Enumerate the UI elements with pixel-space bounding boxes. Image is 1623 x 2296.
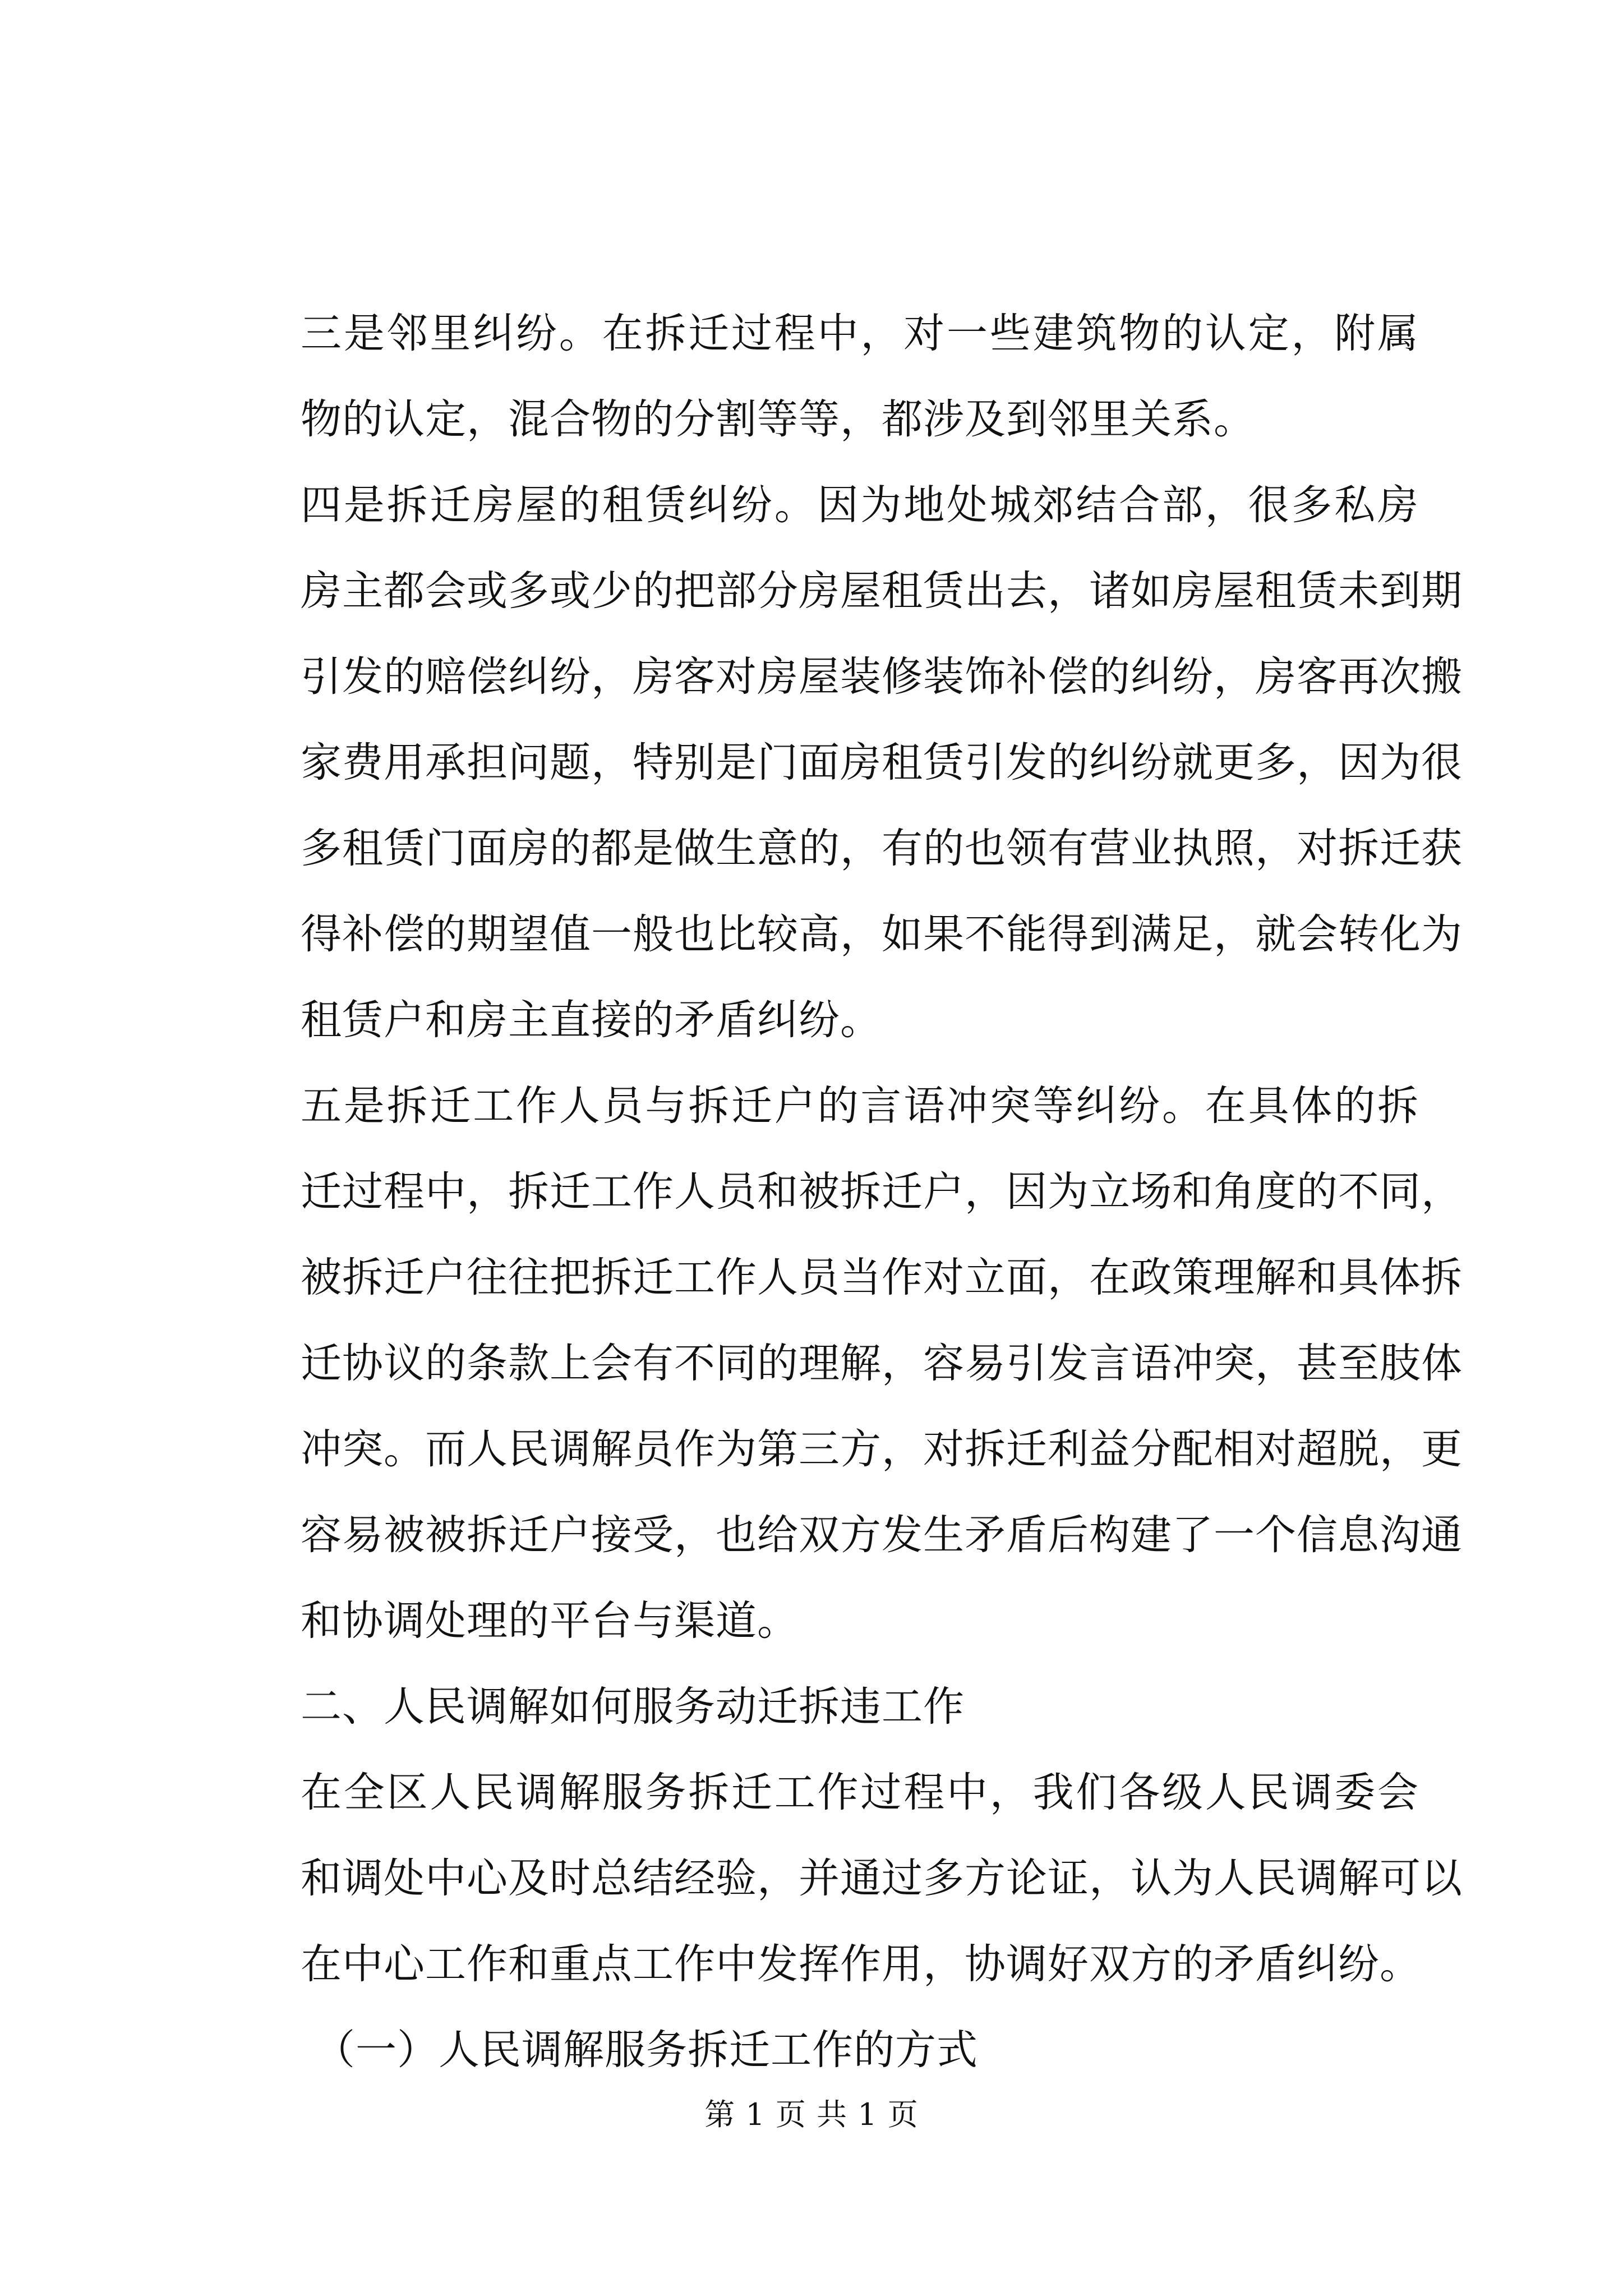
text-line: 在中心工作和重点工作中发挥作用，协调好双方的矛盾纠纷。 — [301, 1940, 1421, 1988]
text-line: 家费用承担问题，特别是门面房租赁引发的纠纷就更多，因为很 — [301, 739, 1463, 786]
page-number-label: 第 1 页 共 1 页 — [704, 2097, 919, 2132]
text-line: 租赁户和房主直接的矛盾纠纷。 — [301, 996, 882, 1044]
section-heading — [219, 1664, 1419, 1750]
text-line: 得补偿的期望值一般也比较高，如果不能得到满足，就会转化为 — [301, 910, 1463, 958]
text-line: 四是拆迁房屋的租赁纠纷。因为地处城郊结合部，很多私房 — [301, 481, 1419, 529]
text-line: 房主都会或多或少的把部分房屋租赁出去，诸如房屋租赁未到期 — [301, 567, 1463, 615]
text-line: 迁过程中，拆迁工作人员和被拆迁户，因为立场和角度的不同， — [301, 1168, 1463, 1216]
text-line: 和协调处理的平台与渠道。 — [301, 1597, 799, 1645]
subsection-heading — [219, 2007, 1419, 2093]
text-line: 容易被被拆迁户接受，也给双方发生矛盾后构建了一个信息沟通 — [301, 1511, 1463, 1559]
page-footer — [0, 2095, 1623, 2134]
text-line: 和调处中心及时总结经验，并通过多方论证，认为人民调解可以 — [301, 1855, 1463, 1902]
text-line: 迁协议的条款上会有不同的理解，容易引发言语冲突，甚至肢体 — [301, 1340, 1463, 1387]
text-line: 引发的赔偿纠纷，房客对房屋装修装饰补偿的纠纷，房客再次搬 — [301, 653, 1463, 701]
text-line: 冲突。而人民调解员作为第三方，对拆迁利益分配相对超脱，更 — [301, 1425, 1463, 1473]
heading-text: 二、人民调解如何服务动迁拆违工作 — [301, 1683, 965, 1731]
text-line: 物的认定，混合物的分割等等，都涉及到邻里关系。 — [301, 395, 1255, 443]
heading-text: （一）人民调解服务拆迁工作的方式 — [314, 2026, 978, 2074]
paragraph-lease-disputes — [219, 462, 1463, 1063]
paragraph-verbal-conflicts — [219, 1063, 1463, 1664]
text-line: 多租赁门面房的都是做生意的，有的也领有营业执照，对拆迁获 — [301, 825, 1463, 872]
text-line: 三是邻里纠纷。在拆迁过程中，对一些建筑物的认定，附属 — [301, 310, 1419, 357]
text-line: 五是拆迁工作人员与拆迁户的言语冲突等纠纷。在具体的拆 — [301, 1082, 1419, 1130]
text-line: 在全区人民调解服务拆迁工作过程中，我们各级人民调委会 — [301, 1769, 1419, 1816]
text-line: 被拆迁户往往把拆迁工作人员当作对立面，在政策理解和具体拆 — [301, 1254, 1463, 1301]
document-body — [219, 291, 1463, 2093]
paragraph-mediation-summary — [219, 1750, 1463, 2007]
paragraph-neighbor-disputes — [219, 291, 1419, 462]
